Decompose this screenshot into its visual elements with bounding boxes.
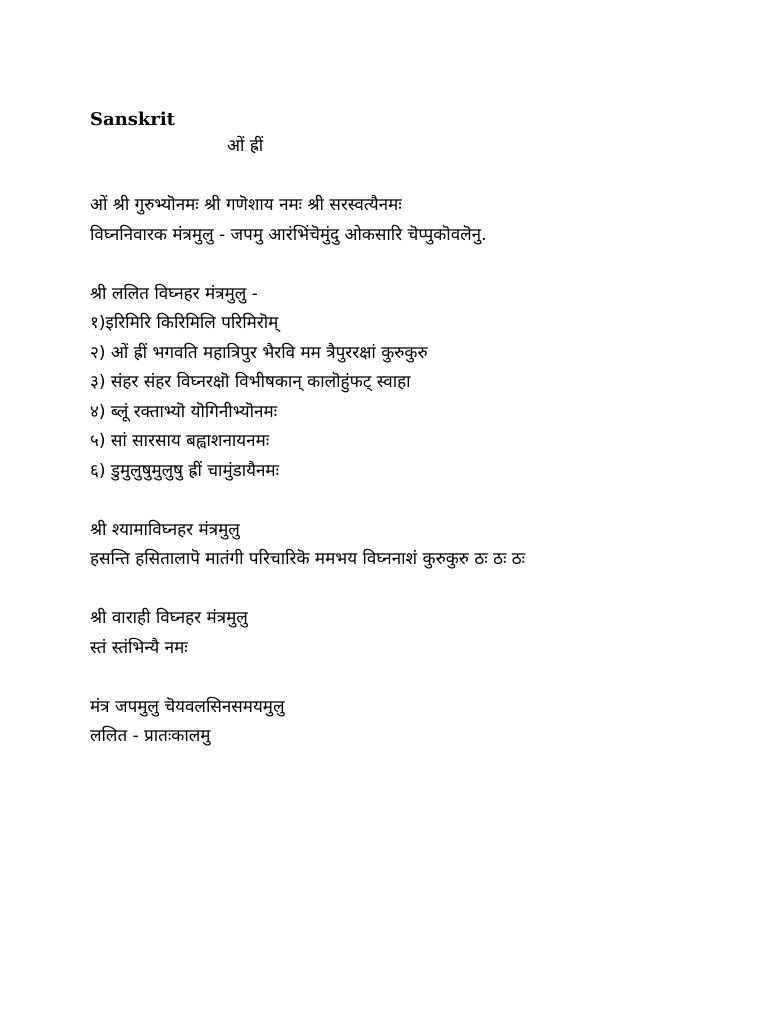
spacer [90,162,690,192]
lalita-mantra-4: ४) ब्लूं रक्ताभ्यॊ यॊगिनीभ्यॊनमः [90,401,278,422]
invocation-line: ओं ह्रीं [227,136,264,156]
salutation-line: ओं श्री गुरुभ्यॊनमः श्री गणॆशाय नमः श्री सरस्वत्यैनमः [90,195,402,215]
document-heading: Sanskrit [90,109,175,130]
timing-lalita: ललित - प्रातःकालमु [90,726,211,746]
lalita-mantra-2: २) ओं ह्रीं भगवति महात्रिपुर भैरवि मम त्रैपुररक्षां कुरुकुरु [90,342,428,363]
shyama-section-title: श्री श्यामाविघ्नहर मंत्रमुलु [90,519,240,540]
document-page [90,108,690,752]
lalita-mantra-3: ३) संहर संहर विघ्नरक्षॊ विभीषकान् कालॊहुंफट् स्वाहा [90,372,411,392]
spacer [90,250,690,280]
varahi-mantra: स्तं स्तंभिन्यै नमः [90,637,188,658]
spacer [90,575,690,605]
lalita-mantra-1: १)इरिमिरि किरिमिलि परिमिरॊम् [90,313,279,333]
lalita-mantra-6: ६) डुमुलुषुमुलुषु ह्रीं चामुंडायैनमः [90,460,280,481]
timing-section-title: मंत्र जपमुलु चॆयवलसिनसमयमुलु [90,696,285,717]
lalita-section-title: श्री ललित विघ्नहर मंत्रमुलु - [90,283,258,304]
intro-note: विघ्ननिवारक मंत्रमुलु - जपमु आरंभिंचॆमुंदु ओकसारि चॆप्पुकॊवलॆनु. [90,224,487,245]
shyama-mantra: हसन्ति हसितालापॆ मातंगी परिचारिकॆ ममभय विघ्ननाशं कुरुकुरु ठः ठः ठः [90,549,526,569]
lalita-mantra-5: ५) सां सारसाय बह्वाशनायनमः [90,431,270,451]
spacer [90,486,690,516]
spacer [90,663,690,693]
varahi-section-title: श्री वाराही विघ्नहर मंत्रमुलु [90,608,248,628]
